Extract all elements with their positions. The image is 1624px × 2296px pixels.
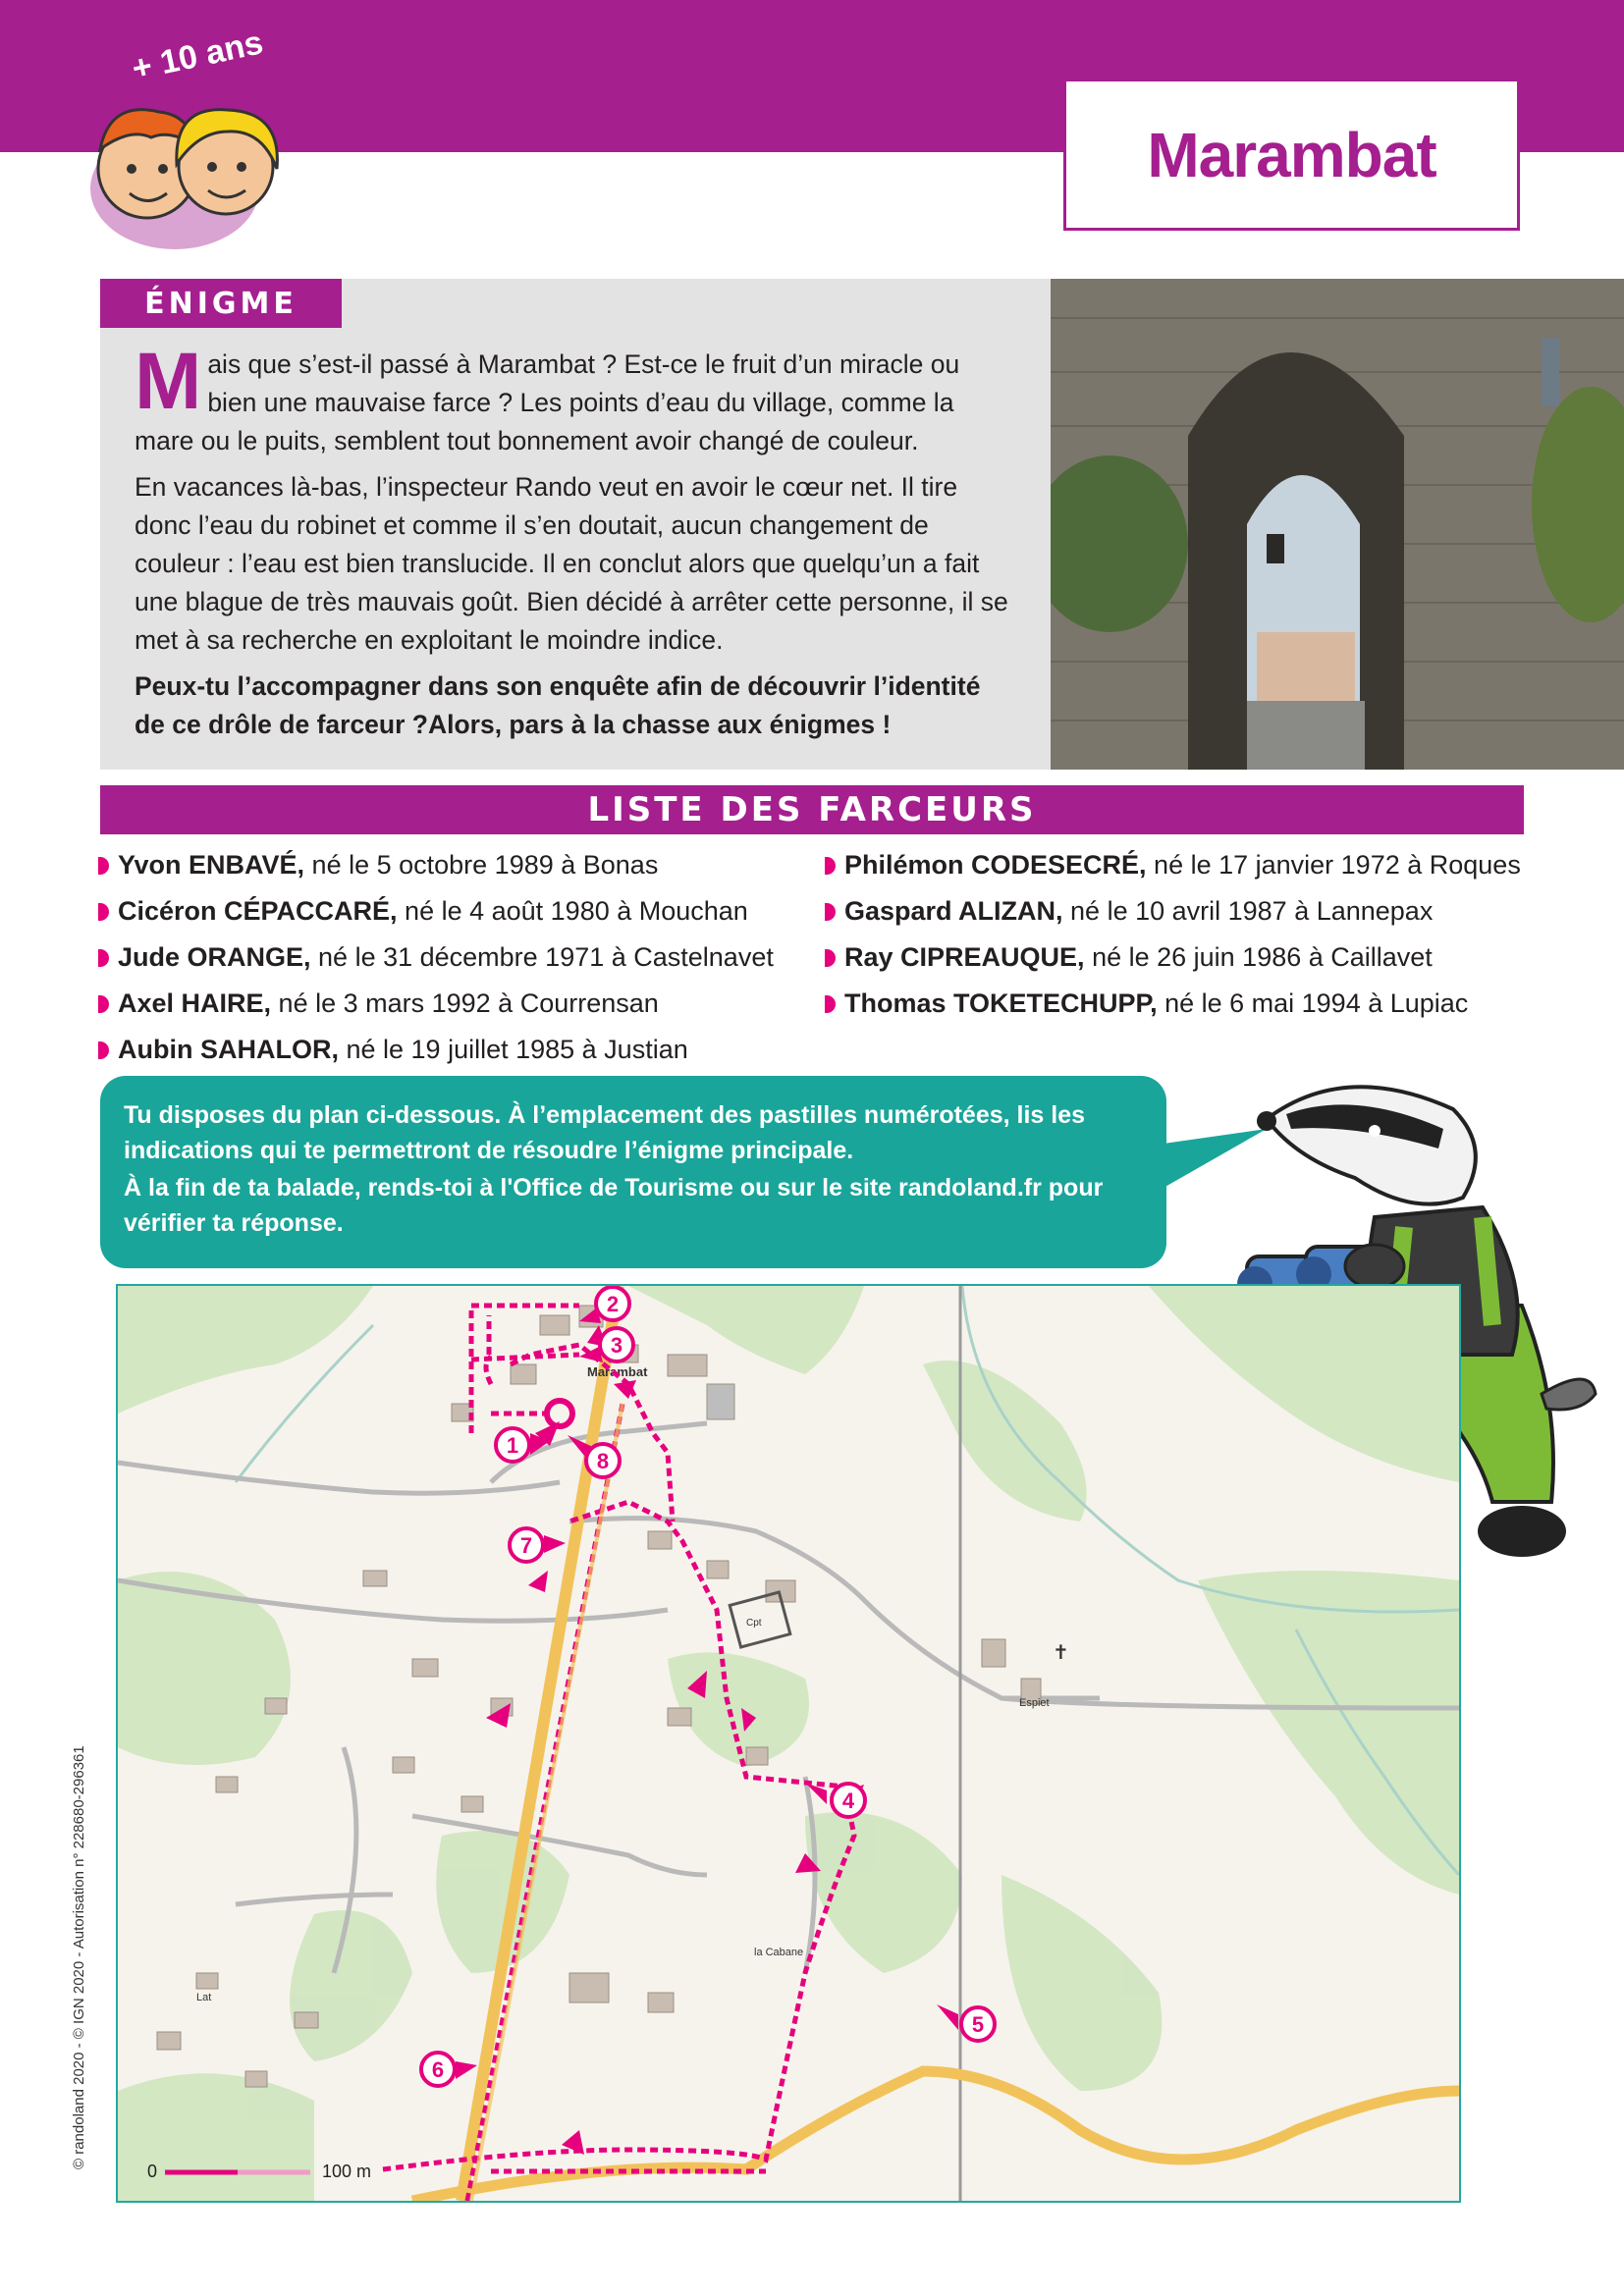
title-box (1063, 79, 1520, 231)
list-item: Thomas TOKETECHUPP, né le 6 mai 1994 à Lupiac (825, 981, 1521, 1027)
instructions-line-1: Tu disposes du plan ci-dessous. À l’emplacement des pastilles numérotées, lis les indications qui te permettront de résoudre l’énigme principale. (124, 1101, 1086, 1164)
enigme-heading: ÉNIGME (100, 279, 342, 328)
list-item: Aubin SAHALOR, né le 19 juillet 1985 à Justian (98, 1027, 774, 1073)
svg-text:4: 4 (841, 1789, 855, 1813)
map-drawing (118, 1286, 1459, 2201)
svg-text:1: 1 (506, 1433, 519, 1458)
walking-route-map (116, 1284, 1461, 2203)
list-item: Philémon CODESECRÉ, né le 17 janvier 1972 à Roques (825, 842, 1521, 888)
bullet-icon (825, 903, 836, 921)
map-label-place: Lat (196, 1992, 212, 2003)
svg-text:100 m: 100 m (322, 2162, 372, 2181)
enigme-question: Peux-tu l’accompagner dans son enquête afin de découvrir l’identité de ce drôle de farceur ?Alors, pars à la chasse aux énigmes ! (135, 671, 981, 739)
instructions-line-2: À la fin de ta balade, rends-toi à l'Office de Tourisme ou sur le site randoland.fr pour vérifier ta réponse. (124, 1174, 1104, 1237)
bullet-icon (825, 995, 836, 1013)
bullet-icon (825, 857, 836, 875)
map-label-place: Cpt (746, 1618, 762, 1629)
svg-text:5: 5 (971, 2012, 985, 2037)
list-item: Axel HAIRE, né le 3 mars 1992 à Courrensan (98, 981, 774, 1027)
svg-text:6: 6 (431, 2057, 445, 2082)
bullet-icon (98, 1041, 109, 1059)
svg-text:3: 3 (610, 1333, 623, 1358)
cross-icon: ✝ (1053, 1640, 1069, 1664)
suspects-heading: LISTE DES FARCEURS (100, 785, 1524, 834)
dropcap-letter: M (135, 337, 202, 426)
enigme-paragraph-2: En vacances là-bas, l’inspecteur Rando veut en avoir le cœur net. Il tire donc l’eau du robinet et comme il s’en doutait, aucun changement de couleur : l’eau est bien translucide. Il en conclut alors que quelqu’un a fait une blague de très mauvais goût. Bien décidé à arrêter cette personne, il se met à sa recherche en exploitant le moindre indice. (135, 472, 1008, 655)
age-badge-kids-illustration (61, 22, 355, 257)
bullet-icon (98, 903, 109, 921)
suspects-left-column (98, 842, 774, 1073)
page-title: Marambat (1147, 119, 1436, 190)
enigme-text (135, 337, 1013, 752)
map-label-place: la Cabane (754, 1947, 804, 1958)
enigme-paragraph-1: ais que s’est-il passé à Marambat ? Est-ce le fruit d’un miracle ou bien une mauvaise farce ? Les points d’eau du village, comme la mare ou le puits, semblent tout bonnement avoir changé de couleur. (135, 349, 960, 455)
village-gate-photo (1051, 279, 1624, 770)
list-item: Ray CIPREAUQUE, né le 26 juin 1986 à Caillavet (825, 934, 1521, 981)
age-label: + 10 ans (129, 24, 267, 88)
list-item: Gaspard ALIZAN, né le 10 avril 1987 à Lannepax (825, 888, 1521, 934)
bullet-icon (98, 995, 109, 1013)
suspects-right-column (825, 842, 1521, 1027)
map-label-village: Marambat (587, 1364, 648, 1379)
svg-text:7: 7 (519, 1533, 533, 1558)
map-label-place: Espiet (1019, 1697, 1050, 1709)
svg-text:0: 0 (147, 2162, 158, 2181)
bullet-icon (825, 949, 836, 967)
bullet-icon (98, 949, 109, 967)
svg-text:8: 8 (596, 1449, 610, 1473)
list-item: Yvon ENBAVÉ, né le 5 octobre 1989 à Bonas (98, 842, 774, 888)
list-item: Cicéron CÉPACCARÉ, né le 4 août 1980 à Mouchan (98, 888, 774, 934)
copyright-credit: © randoland 2020 - © IGN 2020 - Autorisation n° 228680-296361 (71, 1745, 87, 2169)
instructions-bubble (100, 1076, 1166, 1268)
list-item: Jude ORANGE, né le 31 décembre 1971 à Castelnavet (98, 934, 774, 981)
bullet-icon (98, 857, 109, 875)
svg-text:2: 2 (606, 1292, 620, 1316)
